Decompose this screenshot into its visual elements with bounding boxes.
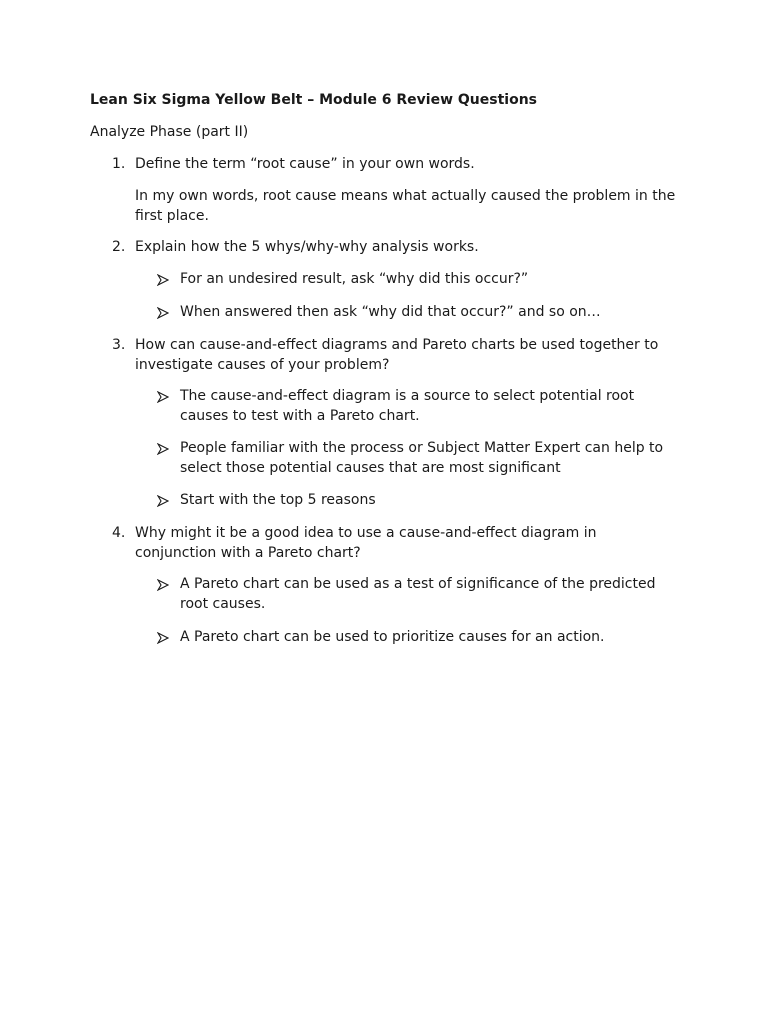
bullet-text: The cause-and-effect diagram is a source to select potential root causes to test with a Pareto chart.: [180, 388, 635, 424]
bullet-text: People familiar with the process or Subject Matter Expert can help to select those potential causes that are most significant: [180, 440, 664, 476]
question-number: 4.: [112, 525, 126, 541]
answer-text: In my own words, root cause means what actually caused the problem in the first place.: [135, 188, 676, 224]
bullet-text: For an undesired result, ask “why did this occur?”: [180, 271, 529, 287]
question-number: 1.: [112, 156, 126, 172]
arrowhead-bullet-icon: [157, 391, 169, 403]
arrowhead-bullet-icon: [157, 579, 169, 591]
arrowhead-bullet-icon: [157, 307, 169, 319]
question-text: Explain how the 5 whys/why-why analysis works.: [135, 239, 479, 255]
question-text: Define the term “root cause” in your own words.: [135, 156, 475, 172]
arrowhead-bullet-icon: [157, 274, 169, 286]
document-title: Lean Six Sigma Yellow Belt – Module 6 Review Questions: [90, 92, 538, 108]
question-text: How can cause-and-effect diagrams and Pareto charts be used together to investigate causes of your problem?: [135, 337, 659, 373]
bullet-text: A Pareto chart can be used to prioritize causes for an action.: [180, 629, 605, 645]
arrowhead-bullet-icon: [157, 632, 169, 644]
bullet-text: When answered then ask “why did that occur?” and so on…: [180, 304, 601, 320]
bullet-text: Start with the top 5 reasons: [180, 492, 376, 508]
document-subtitle: Analyze Phase (part II): [90, 124, 249, 140]
question-number: 3.: [112, 337, 126, 353]
arrowhead-bullet-icon: [157, 495, 169, 507]
question-number: 2.: [112, 239, 126, 255]
arrowhead-bullet-icon: [157, 443, 169, 455]
bullet-text: A Pareto chart can be used as a test of significance of the predicted root causes.: [180, 576, 656, 612]
question-text: Why might it be a good idea to use a cause-and-effect diagram in conjunction with a Pareto chart?: [135, 525, 597, 561]
